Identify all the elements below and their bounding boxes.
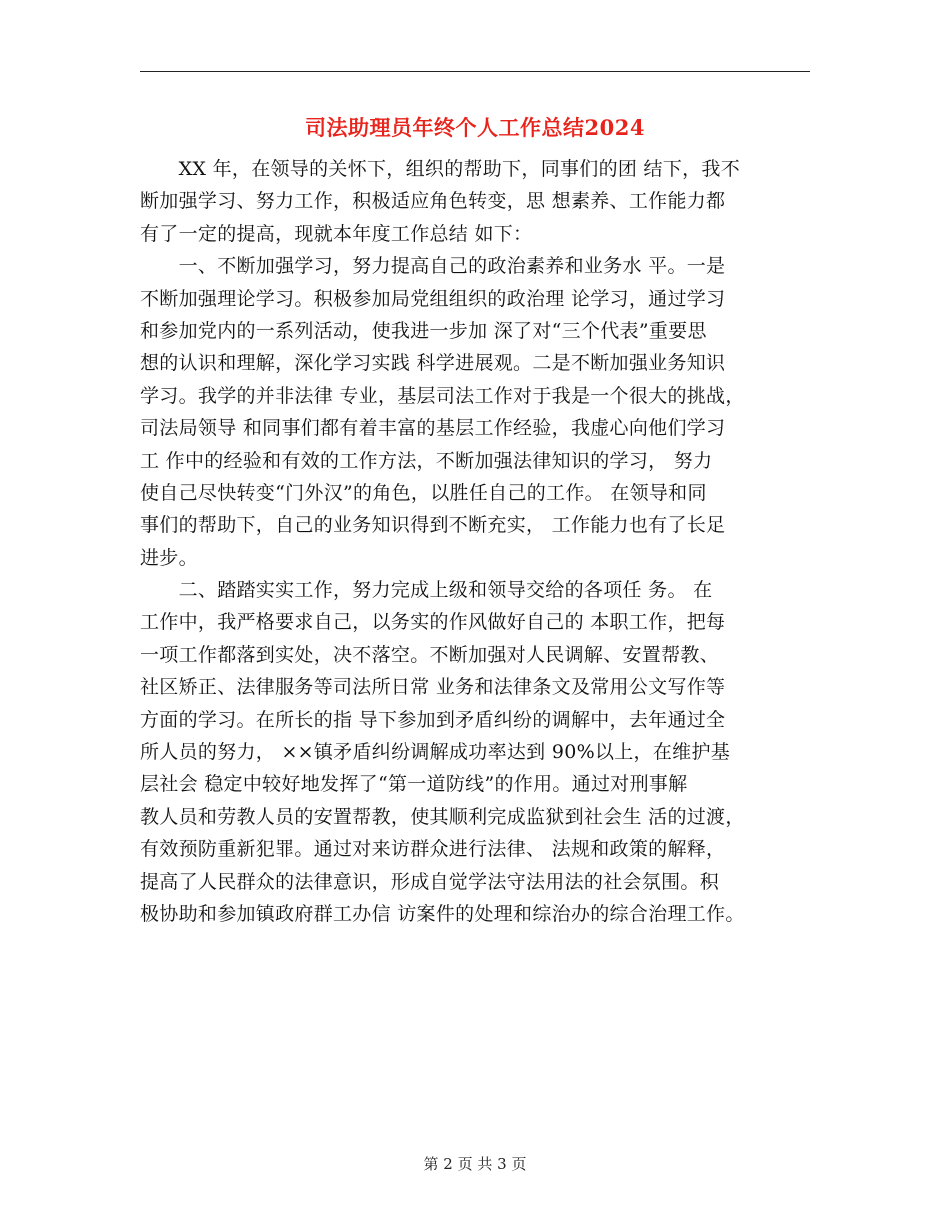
header-rule <box>140 71 810 72</box>
text-line: 司法局领导 和同事们都有着丰富的基层工作经验，我虚心向他们学习 <box>140 417 726 440</box>
text-line: 使自己尽快转变“门外汉”的角色，以胜任自己的工作。 在领导和同 <box>140 481 707 504</box>
text-line: 教人员和劳教人员的安置帮教，使其顺利完成监狱到社会生 活的过渡， <box>140 805 745 828</box>
text-line: 学习。我学的并非法律 专业，基层司法工作对于我是一个很大的挑战， <box>140 384 745 407</box>
text-line: 二、踏踏实实工作，努力完成上级和领导交给的各项任 务。 在 <box>140 579 713 602</box>
text-line: 极协助和参加镇政府群工办信 访案件的处理和综治办的综合治理工作。 <box>140 902 745 925</box>
document-title: 司法助理员年终个人工作总结2024 <box>305 115 645 140</box>
text-line: 所人员的努力， ××镇矛盾纠纷调解成功率达到 90%以上，在维护基 <box>140 741 731 764</box>
text-line: 和参加党内的一系列活动，使我进一步加 深了对“三个代表”重要思 <box>140 319 707 342</box>
paragraph-section-one <box>140 250 830 574</box>
text-line: 进步。 <box>140 546 198 569</box>
text-line: XX 年，在领导的关怀下，组织的帮助下，同事们的团 结下，我不 <box>140 158 741 180</box>
text-line: 层社会 稳定中较好地发挥了“第一道防线”的作用。通过对刑事解 <box>140 773 688 796</box>
text-line: 方面的学习。在所长的指 导下参加到矛盾纠纷的调解中，去年通过全 <box>140 708 726 731</box>
text-line: 一项工作都落到实处，决不落空。不断加强对人民调解、安置帮教、 <box>140 643 720 666</box>
text-line: 想的认识和理解，深化学习实践 科学进展观。二是不断加强业务知识 <box>140 352 726 375</box>
text-line: 有了一定的提高，现就本年度工作总结 如下： <box>140 222 533 245</box>
text-line: 事们的帮助下，自己的业务知识得到不断充实， 工作能力也有了长足 <box>140 514 726 537</box>
text-line: 社区矫正、法律服务等司法所日常 业务和法律条文及常用公文写作等 <box>140 676 726 699</box>
text-line: 提高了人民群众的法律意识，形成自觉学法守法用法的社会氛围。积 <box>140 870 720 893</box>
text-line: 有效预防重新犯罪。通过对来访群众进行法律、 法规和政策的解释， <box>140 838 726 861</box>
text-line: 工 作中的经验和有效的工作方法，不断加强法律知识的学习， 努力 <box>140 449 713 472</box>
text-line: 断加强学习、努力工作，积极适应角色转变，思 想素养、工作能力都 <box>140 190 726 213</box>
text-line: 工作中，我严格要求自己，以务实的作风做好自己的 本职工作，把每 <box>140 611 726 634</box>
page-number-footer: 第 2 页 共 3 页 <box>423 1155 527 1173</box>
text-line: 一、不断加强学习，努力提高自己的政治素养和业务水 平。一是 <box>140 255 726 278</box>
paragraph-section-two <box>140 574 830 930</box>
text-line: 不断加强理论学习。积极参加局党组组织的政治理 论学习，通过学习 <box>140 287 726 310</box>
document-body <box>140 153 830 930</box>
paragraph-intro <box>140 153 830 250</box>
